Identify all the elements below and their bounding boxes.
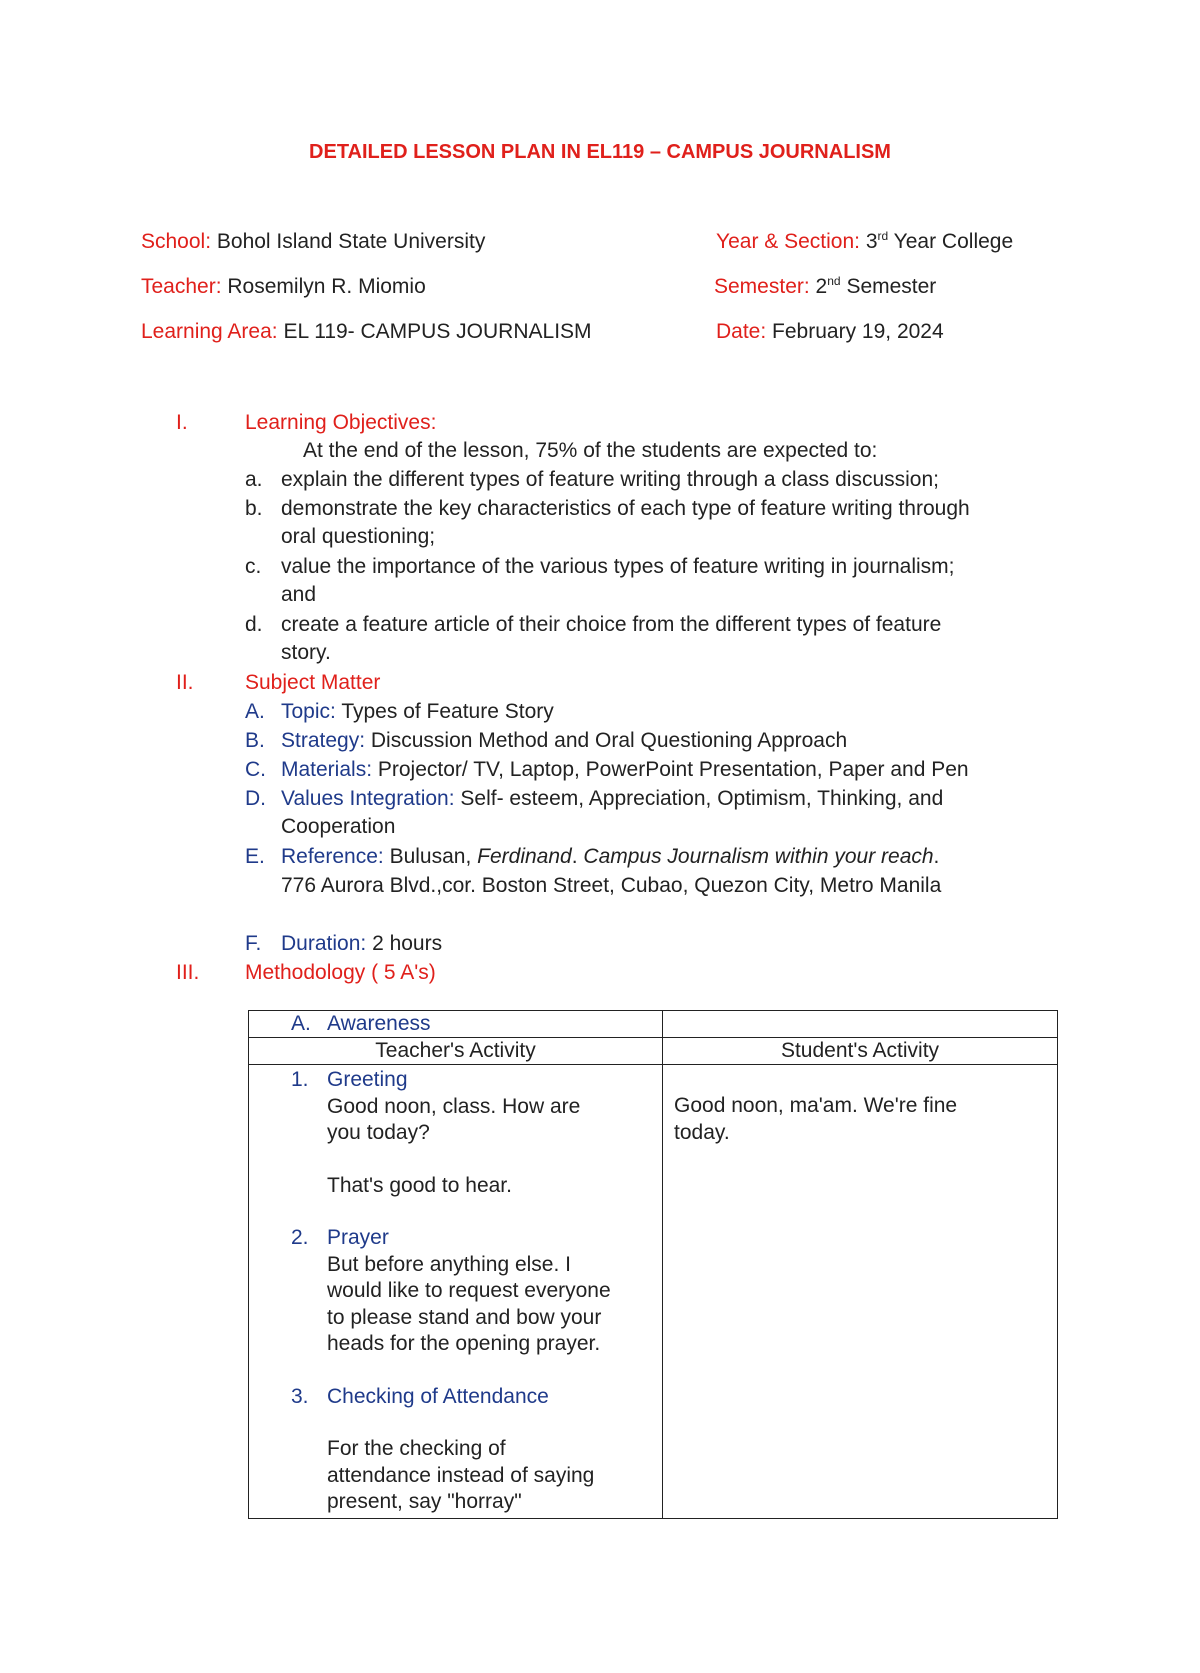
objective-b-line2: oral questioning; <box>281 525 436 548</box>
methodology-table <box>248 1010 1058 1519</box>
methodology-heading: Methodology ( 5 A's) <box>245 961 436 984</box>
semester-label: Semester: <box>714 275 810 298</box>
year-num: 3 <box>865 230 878 253</box>
reference-sep: . <box>571 845 578 868</box>
section-i-numeral: I. <box>176 411 188 434</box>
reference-letter: E. <box>245 845 265 868</box>
values-label: Values Integration: <box>281 787 455 810</box>
duration-row <box>281 932 442 956</box>
materials-row <box>281 758 969 782</box>
year-section-label: Year & Section: <box>716 230 860 253</box>
date-label: Date: <box>716 320 767 343</box>
learning-area-row <box>141 320 592 344</box>
topic-value: Types of Feature Story <box>341 700 554 723</box>
teacher-label: Teacher: <box>141 275 222 298</box>
awareness-label: Awareness <box>327 1012 431 1035</box>
greeting-num: 1. <box>291 1068 309 1091</box>
prayer-line4: heads for the opening prayer. <box>327 1332 601 1355</box>
semester-row <box>714 275 936 299</box>
topic-letter: A. <box>245 700 265 723</box>
objective-c-line1: value the importance of the various types of feature writing in journalism; <box>281 555 955 578</box>
section-iii-numeral: III. <box>176 961 200 984</box>
sem-sup: nd <box>827 274 841 288</box>
student-activity-header: Student's Activity <box>663 1038 1058 1065</box>
materials-label: Materials: <box>281 758 373 781</box>
objective-c-line2: and <box>281 583 317 606</box>
reference-author: Bulusan, <box>389 845 472 868</box>
reference-book-title: Campus Journalism within your reach <box>583 845 934 868</box>
year-sup: rd <box>877 229 889 243</box>
materials-value: Projector/ TV, Laptop, PowerPoint Presentation, Paper and Pen <box>377 758 969 781</box>
topic-label: Topic: <box>281 700 336 723</box>
objective-b-line1: demonstrate the key characteristics of each type of feature writing through <box>281 497 970 520</box>
strategy-letter: B. <box>245 729 265 752</box>
objective-a-letter: a. <box>245 468 263 491</box>
awareness-empty-cell <box>663 1011 1058 1038</box>
prayer-num: 2. <box>291 1226 309 1249</box>
table-header-row <box>249 1038 1058 1065</box>
section-ii-numeral: II. <box>176 671 194 694</box>
duration-label: Duration: <box>281 932 367 955</box>
awareness-cell <box>249 1011 663 1038</box>
objectives-heading: Learning Objectives: <box>245 411 437 434</box>
greeting-label: Greeting <box>327 1068 408 1091</box>
objective-d-line1: create a feature article of their choice from the different types of feature <box>281 613 942 636</box>
duration-value: 2 hours <box>372 932 443 955</box>
student-reply-line2: today. <box>674 1120 730 1144</box>
prayer-line3: to please stand and bow your <box>327 1305 602 1329</box>
objective-b-letter: b. <box>245 497 263 520</box>
learning-area-value: EL 119- CAMPUS JOURNALISM <box>283 320 592 343</box>
learning-area-label: Learning Area: <box>141 320 278 343</box>
school-row <box>141 230 485 254</box>
reference-address: 776 Aurora Blvd.,cor. Boston Street, Cubao, Quezon City, Metro Manila <box>281 874 942 897</box>
teacher-value: Rosemilyn R. Miomio <box>227 275 426 298</box>
awareness-letter: A. <box>291 1012 311 1035</box>
sem-num: 2 <box>815 275 828 298</box>
year-section-row <box>716 230 1013 254</box>
awareness-row <box>249 1011 1058 1038</box>
objective-d-letter: d. <box>245 613 263 636</box>
student-activity-cell <box>663 1065 1058 1519</box>
reference-end: . <box>933 845 940 868</box>
strategy-label: Strategy: <box>281 729 366 752</box>
objective-d-line2: story. <box>281 641 331 664</box>
sem-rest: Semester <box>846 275 937 298</box>
values-value-line2: Cooperation <box>281 815 396 838</box>
attendance-line1: For the checking of <box>327 1437 506 1460</box>
topic-row <box>281 700 554 724</box>
prayer-label: Prayer <box>327 1226 389 1249</box>
prayer-line2: would like to request everyone <box>327 1279 611 1302</box>
values-value: Self- esteem, Appreciation, Optimism, Thinking, and <box>460 787 944 810</box>
materials-letter: C. <box>245 758 266 781</box>
attendance-label: Checking of Attendance <box>327 1384 549 1408</box>
greeting-line2: you today? <box>327 1121 430 1144</box>
activity-row <box>249 1065 1058 1519</box>
document-title: DETAILED LESSON PLAN IN EL119 – CAMPUS JOURNALISM <box>309 141 891 163</box>
reference-firstname: Ferdinand <box>477 845 572 868</box>
date-value: February 19, 2024 <box>772 320 944 343</box>
attendance-line3: present, say "horray" <box>327 1490 522 1513</box>
values-row <box>281 787 943 811</box>
teacher-activity-header: Teacher's Activity <box>249 1038 663 1065</box>
greeting-reply: That's good to hear. <box>327 1173 512 1197</box>
school-label: School: <box>141 230 212 253</box>
strategy-row <box>281 729 847 753</box>
date-row <box>716 320 944 344</box>
prayer-line1: But before anything else. I <box>327 1252 571 1276</box>
school-value: Bohol Island State University <box>216 230 486 253</box>
reference-label: Reference: <box>281 845 384 868</box>
year-rest: Year College <box>893 230 1014 253</box>
greeting-line1: Good noon, class. How are <box>327 1094 581 1118</box>
student-reply-line1: Good noon, ma'am. We're fine <box>674 1094 958 1117</box>
objectives-intro: At the end of the lesson, 75% of the students are expected to: <box>303 439 878 462</box>
teacher-row <box>141 275 426 299</box>
duration-letter: F. <box>245 932 262 955</box>
subject-heading: Subject Matter <box>245 671 381 694</box>
attendance-num: 3. <box>291 1384 309 1408</box>
strategy-value: Discussion Method and Oral Questioning Approach <box>370 729 848 752</box>
teacher-activity-cell <box>249 1065 663 1519</box>
attendance-line2: attendance instead of saying <box>327 1463 595 1487</box>
objective-a-line1: explain the different types of feature writing through a class discussion; <box>281 468 939 491</box>
values-letter: D. <box>245 787 266 810</box>
objective-c-letter: c. <box>245 555 262 578</box>
reference-row <box>281 845 939 869</box>
